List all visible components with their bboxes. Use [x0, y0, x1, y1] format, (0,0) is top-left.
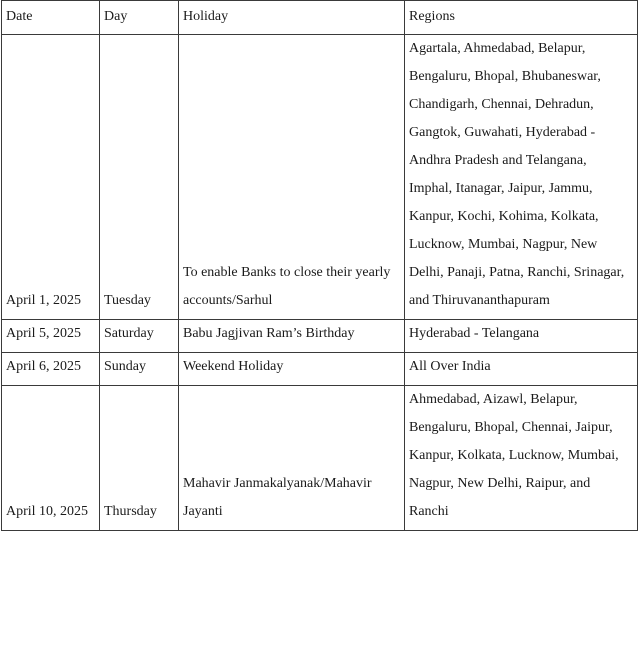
bank-holiday-table [1, 0, 638, 531]
regions-cell: Agartala, Ahmedabad, Belapur, Bengaluru, Bhopal, Bhubaneswar, Chandigarh, Chennai, Dehradun, Gangtok, Guwahati, Hyderabad - Andhra Pradesh and Telangana, Imphal, Itanagar, Jaipur, Jammu, Kanpur, Kochi, Kohima, Kolkata, Lucknow, Mumbai, Nagpur, New Delhi, Panaji, Patna, Ranchi, Srinagar, and Thiruvananthapuram [405, 35, 638, 320]
table-row [2, 35, 638, 320]
header-day: Day [100, 1, 179, 35]
day-cell: Sunday [100, 353, 179, 386]
holiday-cell: Mahavir Janmakalyanak/Mahavir Jayanti [179, 386, 405, 531]
date-cell: April 1, 2025 [2, 35, 100, 320]
header-row [2, 1, 638, 35]
day-cell: Saturday [100, 320, 179, 353]
holiday-cell: To enable Banks to close their yearly accounts/Sarhul [179, 35, 405, 320]
regions-cell: All Over India [405, 353, 638, 386]
day-cell: Thursday [100, 386, 179, 531]
date-cell: April 10, 2025 [2, 386, 100, 531]
regions-cell: Hyderabad - Telangana [405, 320, 638, 353]
header-holiday: Holiday [179, 1, 405, 35]
date-cell: April 6, 2025 [2, 353, 100, 386]
table-header [2, 1, 638, 35]
holiday-cell: Babu Jagjivan Ram’s Birthday [179, 320, 405, 353]
holiday-cell: Weekend Holiday [179, 353, 405, 386]
date-cell: April 5, 2025 [2, 320, 100, 353]
header-date: Date [2, 1, 100, 35]
header-regions: Regions [405, 1, 638, 35]
regions-cell: Ahmedabad, Aizawl, Belapur, Bengaluru, Bhopal, Chennai, Jaipur, Kanpur, Kolkata, Lucknow, Mumbai, Nagpur, New Delhi, Raipur, and Ranchi [405, 386, 638, 531]
day-cell: Tuesday [100, 35, 179, 320]
table-row [2, 353, 638, 386]
table-row [2, 386, 638, 531]
table-body [2, 35, 638, 531]
table-row [2, 320, 638, 353]
